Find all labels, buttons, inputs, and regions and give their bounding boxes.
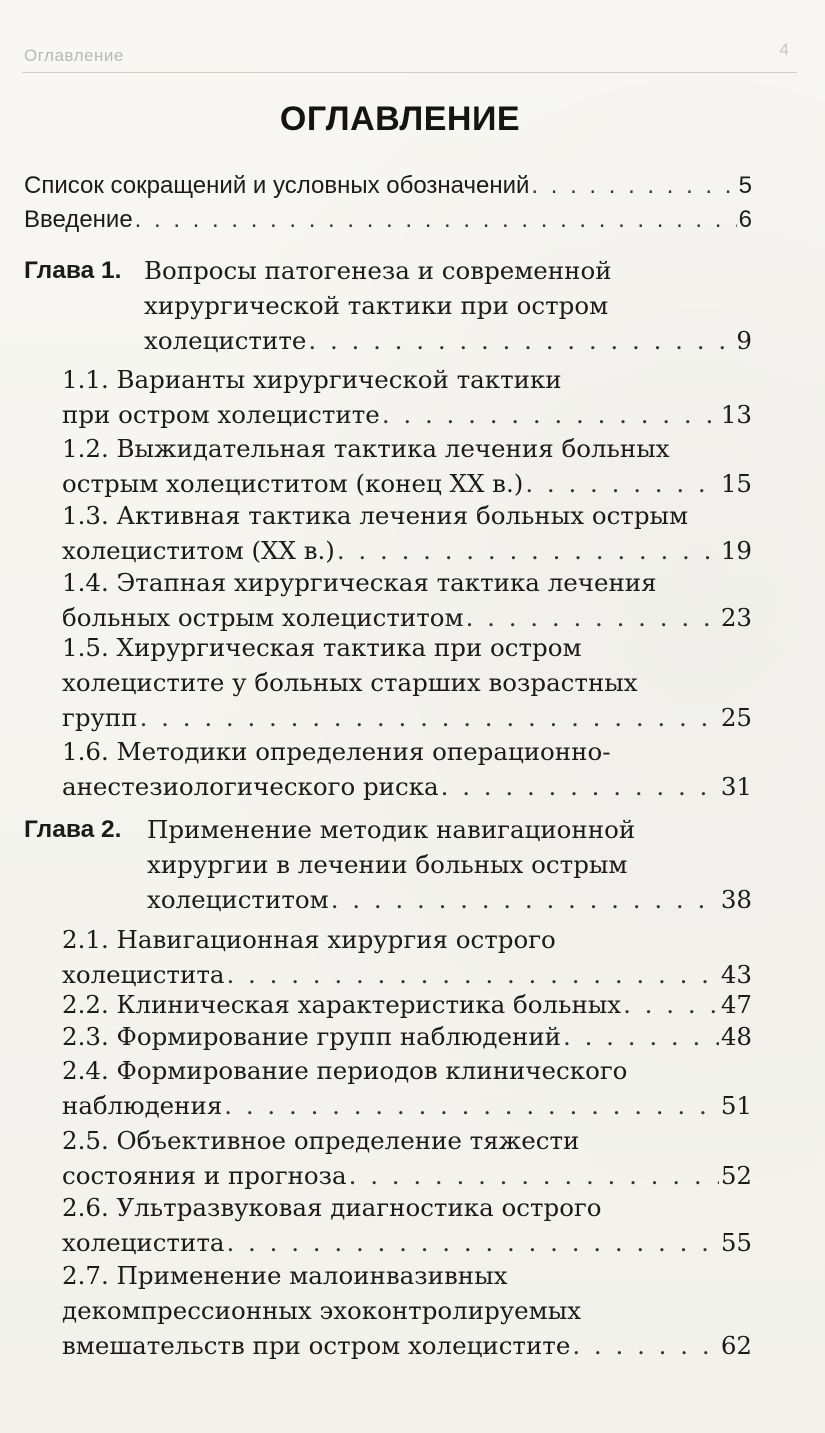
- section-title-line: 1.4. Этапная хирургическая тактика лечения: [62, 568, 657, 597]
- section-title-line: 2.5. Объективное определение тяжести: [62, 1126, 580, 1155]
- toc-section-1-5[interactable]: [62, 630, 752, 735]
- section-title-line: острым холециститом (конец XX в.) . . . 15: [62, 466, 752, 501]
- section-title-line: состояния и прогноза . . . 52: [62, 1158, 752, 1193]
- section-title-line: 1.2. Выжидательная тактика лечения больных: [62, 434, 670, 463]
- header-rule: [22, 72, 797, 73]
- toc-page-number: 5: [738, 172, 752, 199]
- toc-leader-dots: [525, 466, 718, 501]
- toc-leader-dots: [331, 882, 719, 917]
- toc-page-number: 13: [720, 400, 752, 429]
- toc-section-2-6[interactable]: [62, 1190, 752, 1260]
- toc-leader-dots: [226, 1225, 718, 1260]
- toc-page-number: 25: [720, 703, 752, 732]
- toc-leader-dots: [563, 1019, 719, 1054]
- toc-section-1-6[interactable]: [62, 734, 752, 804]
- section-title-line: декомпрессионных эхоконтролируемых: [62, 1296, 582, 1325]
- toc-leader-dots: [140, 700, 719, 735]
- section-title-line: холециститом (XX в.) . . . 19: [62, 533, 752, 568]
- toc-section-2-7[interactable]: [62, 1258, 752, 1363]
- section-title-line: 1.3. Активная тактика лечения больных острым: [62, 501, 689, 530]
- toc-entry-text: Введение: [24, 206, 133, 233]
- toc-section-1-3[interactable]: [62, 498, 752, 568]
- chapter-title-line: холециститом . . . 38: [147, 882, 752, 917]
- running-header: Оглавление: [24, 46, 124, 65]
- toc-page-number: 55: [720, 1228, 752, 1257]
- toc-page-number: 23: [720, 603, 752, 632]
- chapter-title-line: холецистите . . . 9: [144, 323, 752, 358]
- section-title-line: 2.7. Применение малоинвазивных: [62, 1261, 508, 1290]
- section-title-line: 1.6. Методики определения операционно-: [62, 737, 611, 766]
- toc-leader-dots: [135, 202, 737, 237]
- section-title-line: 2.3. Формирование групп наблюдений . . . 48: [62, 1019, 752, 1054]
- toc-entry-text: Список сокращений и условных обозначений: [24, 172, 530, 199]
- toc-leader-dots: [382, 397, 719, 432]
- toc-section-1-1[interactable]: [62, 362, 752, 432]
- toc-leader-dots: [308, 323, 734, 358]
- toc-leader-dots: [337, 533, 719, 568]
- toc-chapter-2[interactable]: [24, 812, 752, 917]
- toc-leader-dots: [531, 168, 736, 203]
- toc-page-number: 9: [736, 326, 752, 355]
- toc-entry-introduction[interactable]: [24, 202, 752, 237]
- section-title-line: 1.1. Варианты хирургической тактики: [62, 365, 562, 394]
- section-title-line: больных острым холециститом . . . 23: [62, 600, 752, 635]
- toc-page-number: 62: [720, 1331, 752, 1360]
- toc-page-number: 47: [720, 990, 752, 1019]
- section-title-line: 2.6. Ультразвуковая диагностика острого: [62, 1193, 602, 1222]
- section-title-line: вмешательств при остром холецистите . . . 62: [62, 1328, 752, 1363]
- running-page-number: 4: [779, 40, 789, 59]
- toc-page-number: 51: [720, 1091, 752, 1120]
- toc-section-2-3[interactable]: [62, 1019, 752, 1054]
- section-title-line: групп . . . 25: [62, 700, 752, 735]
- toc-page-number: 52: [720, 1161, 752, 1190]
- toc-section-1-4[interactable]: [62, 565, 752, 635]
- chapter-title-line: хирургии в лечении больных острым: [147, 850, 628, 879]
- toc-chapter-1[interactable]: [24, 253, 752, 358]
- toc-leader-dots: [572, 1328, 718, 1363]
- page-title: ОГЛАВЛЕНИЕ: [279, 100, 521, 138]
- toc-leader-dots: [441, 769, 719, 804]
- toc-page-number: 19: [720, 536, 752, 565]
- toc-section-2-1[interactable]: [62, 922, 752, 992]
- section-title-line: холецистита . . . 55: [62, 1225, 752, 1260]
- toc-page-number: 43: [720, 960, 752, 989]
- section-title-line: анестезиологического риска . . . 31: [62, 769, 752, 804]
- section-title-line: 2.4. Формирование периодов клинического: [62, 1056, 628, 1085]
- chapter-label: Глава 1.: [24, 257, 122, 284]
- toc-leader-dots: [349, 1158, 719, 1193]
- toc-leader-dots: [224, 1088, 719, 1123]
- section-title-line: 2.2. Клиническая характеристика больных . . . 47: [62, 987, 752, 1022]
- section-title-line: 1.5. Хирургическая тактика при остром: [62, 633, 582, 662]
- section-title-line: холецистите у больных старших возрастных: [62, 668, 638, 697]
- toc-page-number: 31: [720, 772, 752, 801]
- section-title-line: 2.1. Навигационная хирургия острого: [62, 925, 556, 954]
- chapter-title-line: Вопросы патогенеза и современной: [144, 256, 612, 285]
- toc-page-number: 48: [720, 1022, 752, 1051]
- toc-section-2-2[interactable]: [62, 987, 752, 1022]
- toc-entry-abbreviations[interactable]: [24, 168, 752, 203]
- toc-section-2-5[interactable]: [62, 1123, 752, 1193]
- toc-page-number: 15: [720, 469, 752, 498]
- chapter-label: Глава 2.: [24, 816, 122, 843]
- toc-page-number: 38: [720, 885, 752, 914]
- toc-page-number: 6: [738, 206, 752, 233]
- section-title-line: холецистита . . . 43: [62, 957, 752, 992]
- section-title-line: при остром холецистите . . . 13: [62, 397, 752, 432]
- toc-section-1-2[interactable]: [62, 431, 752, 501]
- section-title-line: наблюдения . . . 51: [62, 1088, 752, 1123]
- toc-section-2-4[interactable]: [62, 1053, 752, 1123]
- chapter-title-line: хирургической тактики при остром: [144, 291, 609, 320]
- toc-leader-dots: [623, 987, 719, 1022]
- chapter-title-line: Применение методик навигационной: [147, 815, 636, 844]
